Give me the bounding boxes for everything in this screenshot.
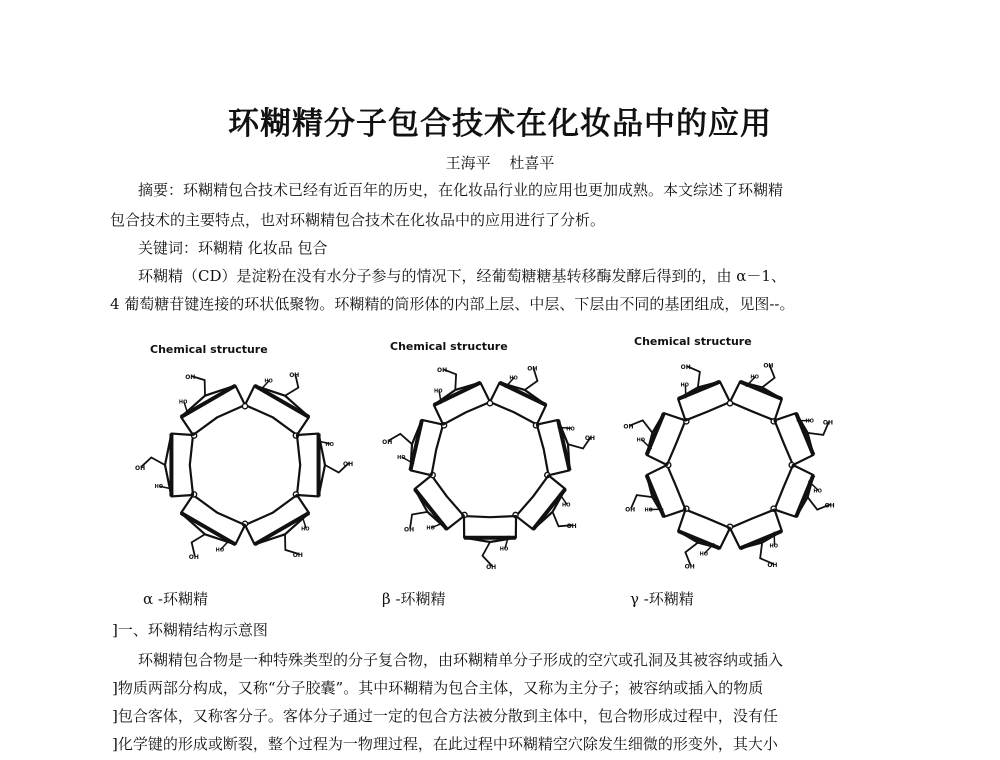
svg-text:HO: HO (264, 378, 273, 385)
svg-text:HO: HO (699, 551, 709, 558)
svg-text:OH: OH (437, 367, 448, 375)
intro-line-2: 4 葡萄糖苷键连接的环状低聚物。环糊精的筒形体的内部上层、中层、下层由不同的基团组成，见图--。 (110, 295, 795, 313)
svg-text:HO: HO (499, 546, 509, 553)
svg-text:HO: HO (636, 437, 646, 444)
abstract-line-2: 包合技术的主要特点，也对环糊精包合技术在化妆品中的应用进行了分析。 (110, 211, 606, 229)
alpha-cyclodextrin-structure (135, 365, 354, 565)
figure-heading-beta: Chemical structure (390, 340, 508, 353)
svg-text:HO: HO (509, 375, 518, 382)
svg-text:OH: OH (292, 552, 303, 560)
svg-text:HO: HO (154, 484, 164, 491)
svg-text:OH: OH (822, 419, 834, 427)
svg-text:OH: OH (382, 438, 393, 446)
svg-text:HO: HO (644, 507, 653, 514)
svg-text:OH: OH (623, 423, 634, 431)
gamma-cyclodextrin-structure (625, 360, 835, 570)
figure-caption: ]一、环糊精结构示意图 (112, 621, 268, 639)
figure-heading-gamma: Chemical structure (634, 335, 752, 348)
svg-text:HO: HO (301, 526, 310, 533)
svg-text:HO: HO (805, 418, 814, 425)
svg-text:OH: OH (289, 371, 300, 379)
figure-heading-alpha: Chemical structure (150, 343, 268, 356)
svg-text:OH: OH (625, 506, 636, 514)
svg-text:HO: HO (178, 399, 188, 406)
keywords: 关键词：环糊精 化妆品 包合 (138, 239, 328, 257)
svg-text:HO: HO (426, 525, 435, 532)
svg-text:HO: HO (769, 543, 778, 550)
svg-text:OH: OH (680, 364, 691, 372)
label-alpha-cyclodextrin: α -环糊精 (143, 590, 208, 608)
svg-text:HO: HO (325, 441, 334, 448)
svg-text:OH: OH (486, 563, 497, 571)
svg-text:OH: OH (566, 523, 577, 531)
svg-text:HO: HO (562, 502, 571, 509)
svg-text:OH: OH (824, 502, 835, 510)
svg-text:OH: OH (185, 373, 196, 381)
paper-title: 环糊精分子包合技术在化妆品中的应用 (228, 106, 772, 142)
abstract-line-1: 摘要：环糊精包合技术已经有近百年的历史，在化妆品行业的应用也更加成熟。本文综述了环糊精 (138, 181, 784, 199)
svg-text:OH: OH (767, 561, 778, 569)
svg-text:HO: HO (680, 382, 689, 389)
svg-text:OH: OH (135, 465, 146, 473)
svg-text:HO: HO (813, 488, 822, 495)
svg-text:OH: OH (188, 554, 199, 562)
beta-cyclodextrin-structure (382, 362, 596, 571)
label-beta-cyclodextrin: β -环糊精 (382, 590, 446, 608)
svg-text:HO: HO (397, 455, 406, 462)
svg-text:OH: OH (763, 362, 774, 370)
svg-text:OH: OH (584, 434, 596, 442)
body-line-2: ]物质两部分构成，又称“分子胶囊”。其中环糊精为包合主体，又称为主分子；被容纳或插入的物质 (112, 679, 764, 697)
body-line-3: ]包合客体，又称客分子。客体分子通过一定的包合方法被分散到主体中，包合物形成过程中，没有任 (112, 707, 778, 725)
svg-text:OH: OH (404, 526, 415, 534)
svg-text:HO: HO (566, 426, 575, 433)
svg-text:HO: HO (750, 374, 759, 381)
body-line-4: ]化学键的形成或断裂，整个过程为一物理过程，在此过程中环糊精空穴除发生细微的形变外，其大小 (112, 735, 778, 753)
label-gamma-cyclodextrin: γ -环糊精 (630, 590, 694, 608)
authors: 王海平 杜喜平 (445, 154, 555, 172)
svg-text:OH: OH (684, 563, 695, 571)
svg-text:OH: OH (527, 365, 538, 373)
body-line-1: 环糊精包合物是一种特殊类型的分子复合物，由环糊精单分子形成的空穴或孔洞及其被容纳或插入 (138, 651, 784, 669)
svg-text:HO: HO (215, 547, 225, 554)
svg-text:OH: OH (342, 460, 354, 468)
svg-text:HO: HO (434, 388, 443, 395)
intro-line-1: 环糊精（CD）是淀粉在没有水分子参与的情况下，经葡萄糖糖基转移酶发酵后得到的，由 α－1、 (138, 267, 786, 285)
